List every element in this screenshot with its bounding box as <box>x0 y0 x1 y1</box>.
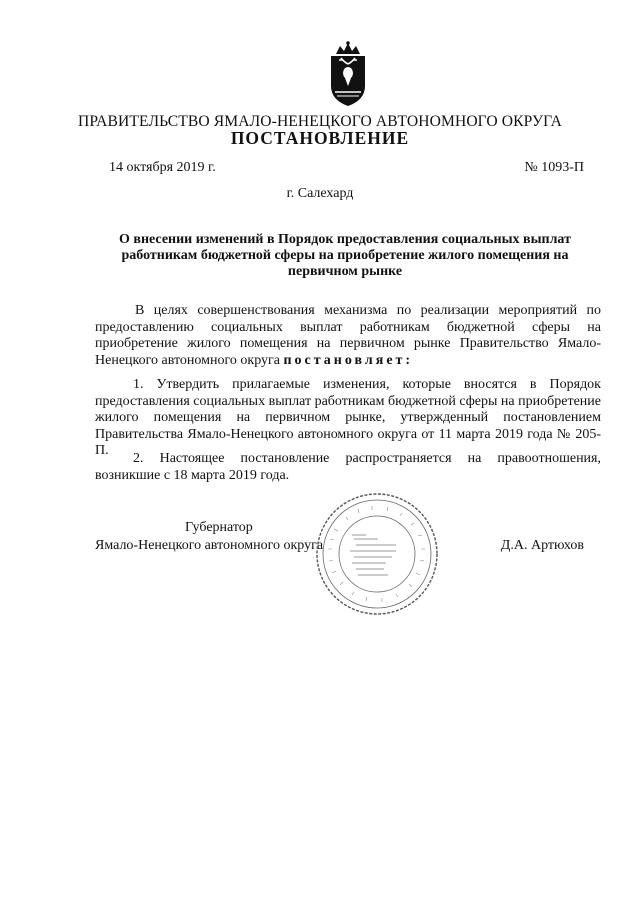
item-2-text: 2. Настоящее постановление распространяется на правоотношения, возникшие с 18 марта 2019 года. <box>95 451 601 483</box>
document-date: 14 октября 2019 г. <box>109 160 216 175</box>
signatory-name: Д.А. Артюхов <box>500 538 584 553</box>
document-type-title: ПОСТАНОВЛЕНИЕ <box>230 128 410 148</box>
item-2-paragraph <box>95 451 601 484</box>
item-1-text: 1. Утвердить прилагаемые изменения, которые вносятся в Порядок предоставления социальных выплат работникам бюджетной сферы на приобретение жилого помещения на первичном рынке, утвержденный постановлением Правительства Ямало-Ненецкого автономного округа от 11 марта 2019 года № 205-П. <box>95 377 601 458</box>
preamble-text: В целях совершенствования механизма по реализации мероприятий по предоставлению социальных выплат работникам бюджетной сферы на приобретение жилого помещения на первичном рынке Правительство Ямало-Ненецкого автономного округа <box>95 303 601 368</box>
preamble-paragraph <box>95 303 601 369</box>
decree-word: постановляет: <box>283 352 414 368</box>
item-1-paragraph <box>95 377 601 460</box>
signatory-title: Губернатор <box>185 520 253 535</box>
official-seal-icon <box>312 489 442 619</box>
document-city: г. Салехард <box>286 186 354 201</box>
signatory-region: Ямало-Ненецкого автономного округа <box>95 538 324 553</box>
yamal-coat-of-arms-icon <box>326 40 370 108</box>
document-heading: О внесении изменений в Порядок предоставления социальных выплат работникам бюджетной сферы на приобретение жилого помещения на первичном рынке <box>119 232 571 279</box>
document-number: № 1093-П <box>524 160 584 175</box>
government-name: ПРАВИТЕЛЬСТВО ЯМАЛО-НЕНЕЦКОГО АВТОНОМНОГО ОКРУГА <box>78 113 562 130</box>
